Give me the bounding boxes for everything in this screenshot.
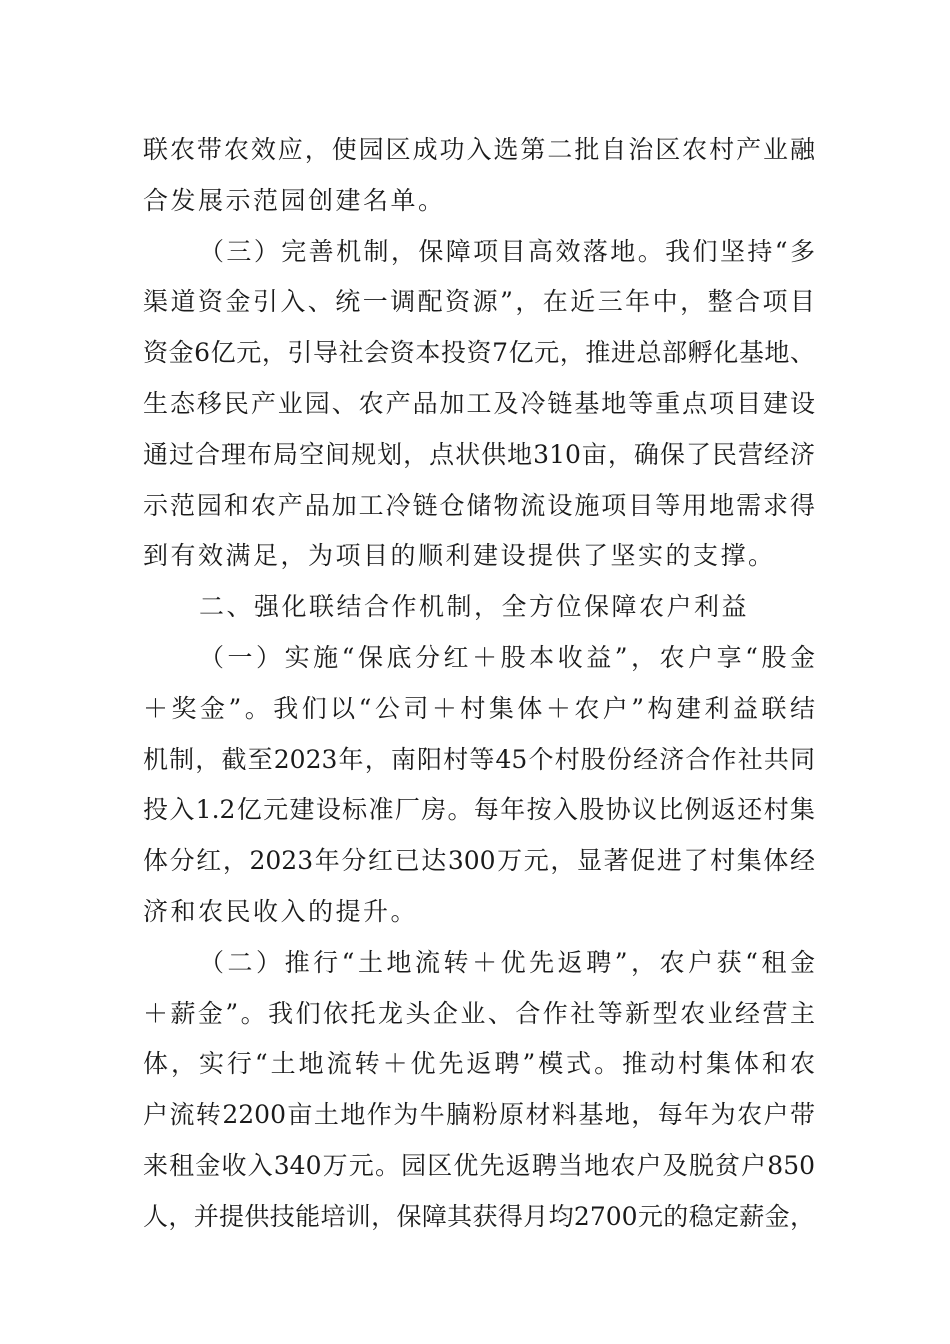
text-line: 体，实行“土地流转＋优先返聘”模式。推动村集体和农 bbox=[143, 1049, 815, 1079]
section-heading: 二、强化联结合作机制，全方位保障农户利益 bbox=[199, 592, 750, 622]
text-line: 资金6亿元，引导社会资本投资7亿元，推进总部孵化基地、 bbox=[143, 338, 815, 368]
text-line: 来租金收入340万元。园区优先返聘当地农户及脱贫户850 bbox=[143, 1150, 815, 1180]
text-line: 投入1.2亿元建设标准厂房。每年按入股协议比例返还村集 bbox=[143, 795, 815, 825]
text-line: ＋薪金”。我们依托龙头企业、合作社等新型农业经营主 bbox=[143, 998, 815, 1028]
text-line: 通过合理布局空间规划，点状供地310亩，确保了民营经济 bbox=[143, 439, 815, 469]
text-line: 户流转2200亩土地作为牛腩粉原材料基地，每年为农户带 bbox=[143, 1100, 815, 1130]
text-line: 渠道资金引入、统一调配资源”，在近三年中，整合项目 bbox=[143, 287, 815, 317]
subheading-paragraph-start: （三）完善机制，保障项目高效落地。我们坚持“多 bbox=[199, 236, 815, 266]
text-line: 到有效满足，为项目的顺利建设提供了坚实的支撑。 bbox=[143, 541, 776, 571]
text-line: 体分红，2023年分红已达300万元，显著促进了村集体经 bbox=[143, 846, 815, 876]
text-line: 合发展示范园创建名单。 bbox=[143, 185, 446, 215]
text-line: 示范园和农产品加工冷链仓储物流设施项目等用地需求得 bbox=[143, 490, 815, 520]
text-line: 生态移民产业园、农产品加工及冷链基地等重点项目建设 bbox=[143, 388, 815, 418]
text-line: 联农带农效应，使园区成功入选第二批自治区农村产业融 bbox=[143, 135, 815, 164]
text-line: 机制，截至2023年，南阳村等45个村股份经济合作社共同 bbox=[143, 744, 815, 774]
subheading-paragraph-start: （二）推行“土地流转＋优先返聘”，农户获“租金 bbox=[199, 947, 815, 977]
text-line: 济和农民收入的提升。 bbox=[143, 896, 419, 926]
subheading-paragraph-start: （一）实施“保底分红＋股本收益”，农户享“股金 bbox=[199, 642, 815, 672]
body-text bbox=[143, 125, 815, 1243]
text-line: ＋奖金”。我们以“公司＋村集体＋农户”构建利益联结 bbox=[143, 693, 815, 723]
text-line: 人，并提供技能培训，保障其获得月均2700元的稳定薪金， bbox=[143, 1201, 815, 1231]
